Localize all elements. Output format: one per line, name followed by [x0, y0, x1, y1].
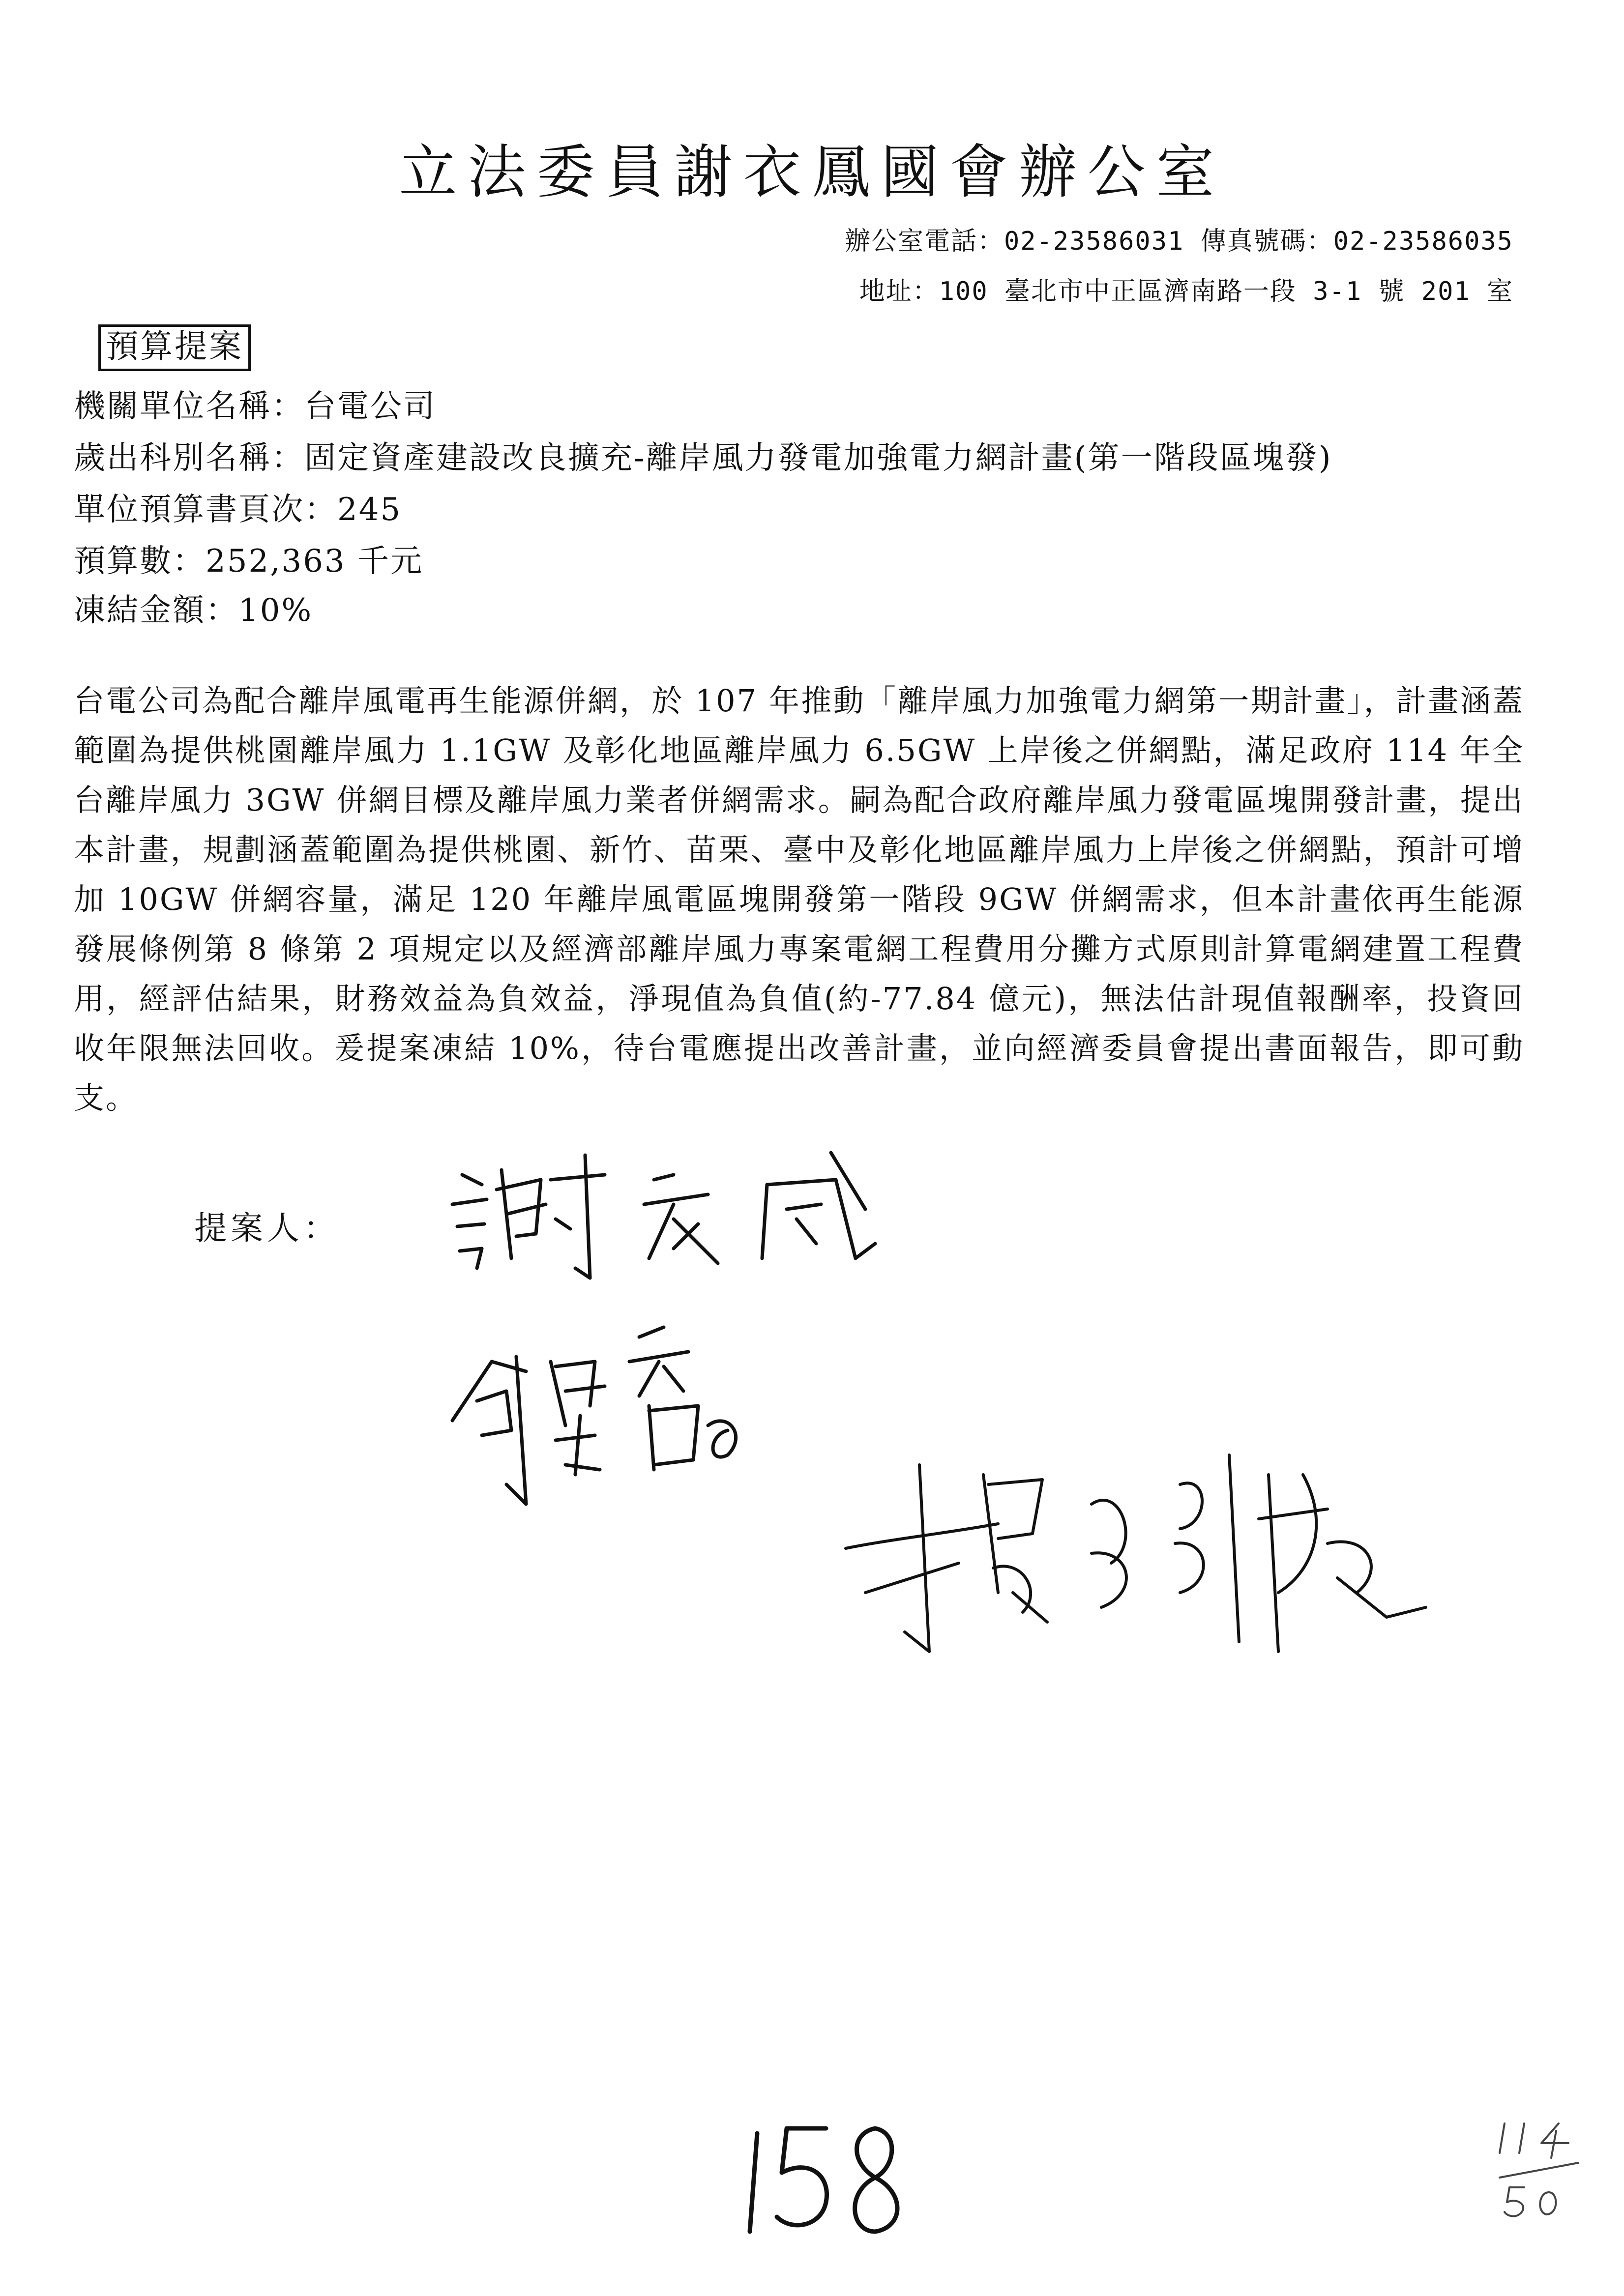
proposer-label: 提案人：	[194, 1209, 340, 1247]
address-line: 地址：100 臺北市中正區濟南路一段 3-1 號 201 室	[859, 277, 1513, 306]
proposal-body: 台電公司為配合離岸風電再生能源併網，於 107 年推動「離岸風力加強電力網第一期計畫」，計畫涵蓋範圍為提供桃園離岸風力 1.1GW 及彰化地區離岸風力 6.5GW 上岸後之併網點，滿足政府 114 年全台離岸風力 3GW 併網目標及離岸風力業者併網需求。嗣為配合政府離岸風力發電區塊開發計畫，提出本計畫，規劃涵蓋範圍為提供桃園、新竹、苗栗、臺中及彰化地區離岸風力上岸後之併網點，預計可增加 10GW 併網容量，滿足 120 年離岸風電區塊開發第一階段 9GW 併網需求，但本計畫依再生能源發展條例第 8 條第 2 項規定以及經濟部離岸風力專案電網工程費用分攤方式原則計算電網建置工程費用，經評估結果，財務效益為負效益，淨現值為負值(約-77.84 億元)，無法估計現值報酬率，投資回收年限無法回收。爰提案凍結 10%，待台電應提出改善計畫，並向經濟委員會提出書面報告，即可動支。	[74, 683, 1524, 1116]
budget-proposal-tag: 預算提案	[98, 324, 251, 371]
frozen-amount: 凍結金額：10%	[74, 592, 313, 629]
office-title: 立法委員謝衣鳳國會辦公室	[399, 138, 1225, 206]
corner-handwritten-note	[1495, 2114, 1593, 2222]
phone-fax-line: 辦公室電話：02-23586031 傳真號碼：02-23586035	[844, 227, 1513, 256]
signature-1	[443, 1145, 905, 1293]
agency-name: 機關單位名稱：台電公司	[74, 388, 436, 425]
budget-page: 單位預算書頁次：245	[74, 492, 402, 528]
handwritten-page-number	[728, 2114, 915, 2241]
signature-2	[433, 1317, 806, 1524]
signature-3	[836, 1445, 1475, 1666]
expenditure-item: 歲出科別名稱：固定資產建設改良擴充-離岸風力發電加強電力網計畫(第一階段區塊發)	[74, 440, 1332, 476]
budget-amount: 預算數：252,363 千元	[74, 543, 423, 580]
